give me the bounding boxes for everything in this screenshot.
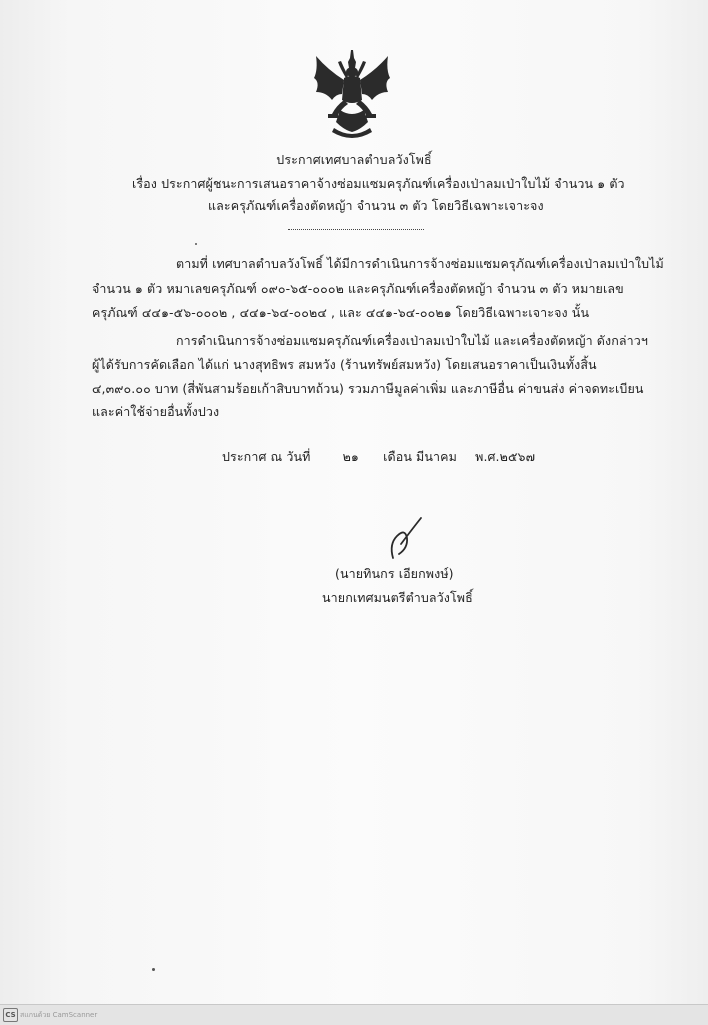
- para2-line4: และค่าใช้จ่ายอื่นทั้งปวง: [92, 404, 220, 419]
- title-divider: [288, 229, 424, 230]
- scanner-watermark-text: สแกนด้วย CamScanner: [20, 1011, 98, 1019]
- para1-line2: จำนวน ๑ ตัว หมาเลขครุภัณฑ์ ๐๙๐-๖๕-๐๐๐๒ และครุภัณฑ์เครื่องตัดหญ้า จำนวน ๓ ตัว หมายเลข: [92, 281, 624, 296]
- para2-line2: ผู้ได้รับการคัดเลือก ได้แก่ นางสุทธิพร สมหวัง (ร้านทรัพย์สมหวัง) โดยเสนอราคาเป็นเงินทั้งสิ้น: [92, 357, 597, 372]
- para2-line3: ๔,๓๙๐.๐๐ บาท (สี่พันสามร้อยเก้าสิบบาทถ้วน) รวมภาษีมูลค่าเพิ่ม และภาษีอื่น ค่าขนส่ง ค่าจดทะเบียน: [92, 381, 644, 396]
- garuda-emblem-icon: [310, 48, 394, 142]
- announcement-title: ประกาศเทศบาลตำบลวังโพธิ์: [276, 152, 432, 167]
- date-prefix: ประกาศ ณ วันที่: [222, 449, 311, 464]
- announcement-date: [222, 449, 535, 465]
- date-month-label: เดือน: [383, 449, 412, 464]
- para2-line1: การดำเนินการจ้างซ่อมแซมครุภัณฑ์เครื่องเป่าลมเป่าใบไม้ และเครื่องตัดหญ้า ดังกล่าวฯ: [176, 333, 649, 348]
- date-year: พ.ศ.๒๕๖๗: [475, 449, 536, 464]
- signature-mark: [383, 514, 429, 564]
- para1-line1: ตามที่ เทศบาลตำบลวังโพธิ์ ได้มีการดำเนินการจ้างซ่อมแซมครุภัณฑ์เครื่องเป่าลมเป่าใบไม้: [176, 256, 664, 271]
- date-day: ๒๑: [342, 449, 359, 464]
- ink-speck: [152, 968, 155, 971]
- ink-speck: [195, 243, 197, 245]
- subject-line-2: และครุภัณฑ์เครื่องตัดหญ้า จำนวน ๓ ตัว โดยวิธีเฉพาะเจาะจง: [208, 198, 544, 213]
- scanner-footer: [0, 1004, 708, 1025]
- signatory-position: นายกเทศมนตรีตำบลวังโพธิ์: [322, 590, 473, 605]
- subject-line-1: เรื่อง ประกาศผู้ชนะการเสนอราคาจ้างซ่อมแซมครุภัณฑ์เครื่องเป่าลมเป่าใบไม้ จำนวน ๑ ตัว: [132, 176, 625, 191]
- date-month: มีนาคม: [416, 449, 457, 464]
- signatory-name: (นายทินกร เอียกพงษ์): [335, 566, 454, 581]
- para1-line3: ครุภัณฑ์ ๔๔๑-๕๖-๐๐๐๒ , ๔๔๑-๖๔-๐๐๒๔ , และ ๔๔๑-๖๔-๐๐๒๑ โดยวิธีเฉพาะเจาะจง นั้น: [92, 305, 590, 320]
- camscanner-logo-icon: CS: [3, 1008, 18, 1022]
